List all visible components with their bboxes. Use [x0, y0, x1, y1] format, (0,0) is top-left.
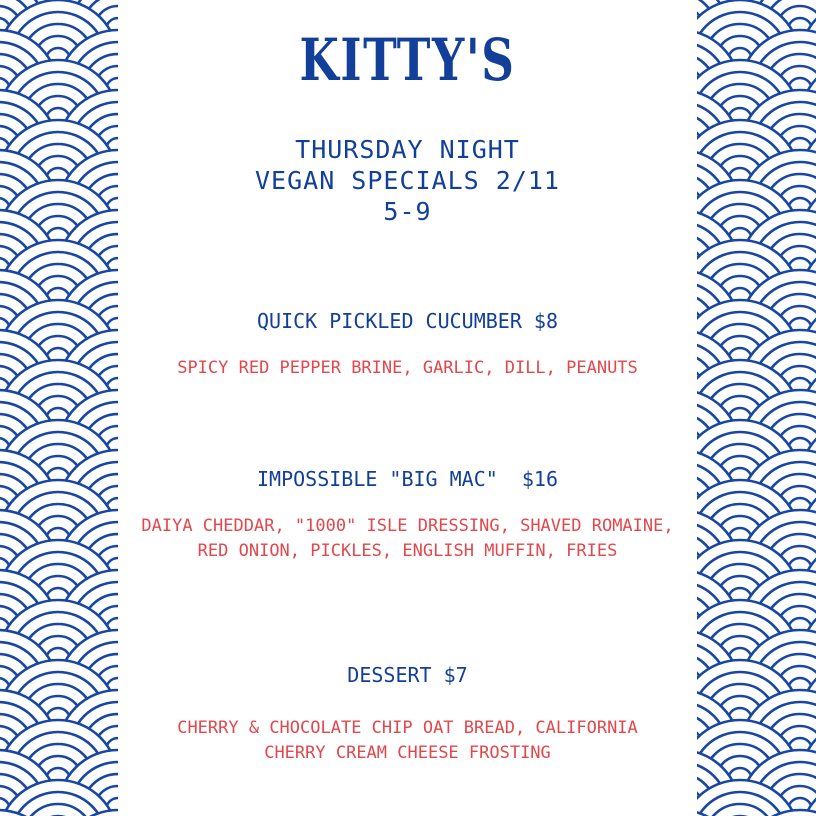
item-dessert-title: DESSERT $7: [347, 663, 468, 687]
description-line: CHERRY CREAM CHEESE FROSTING: [264, 743, 551, 763]
menu-panel: [118, 0, 697, 816]
description-line: DAIYA CHEDDAR, "1000" ISLE DRESSING, SHAVED ROMAINE,: [141, 516, 674, 536]
wave-pattern-left: [0, 0, 118, 816]
item-pickled-cucumber-title: QUICK PICKLED CUCUMBER $8: [256, 309, 559, 333]
wave-pattern-right-svg: [697, 0, 816, 816]
item-pickled-cucumber-description: [118, 356, 697, 381]
wave-pattern-right: [697, 0, 816, 816]
description-line: RED ONION, PICKLES, ENGLISH MUFFIN, FRIES: [197, 541, 618, 561]
restaurant-name: KITTY'S: [299, 26, 516, 94]
wave-pattern-left-svg: [0, 0, 118, 816]
specials-title: VEGAN SPECIALS 2/11: [255, 166, 560, 195]
item-dessert-description: [118, 716, 697, 766]
specials-header: [118, 134, 697, 227]
specials-day: THURSDAY NIGHT: [295, 135, 520, 164]
specials-hours: 5-9: [383, 197, 432, 226]
item-big-mac-title: IMPOSSIBLE "BIG MAC" $16: [256, 467, 559, 491]
item-big-mac-description: [118, 514, 697, 564]
description-line: CHERRY & CHOCOLATE CHIP OAT BREAD, CALIFORNIA: [177, 718, 638, 738]
description-line: SPICY RED PEPPER BRINE, GARLIC, DILL, PEANUTS: [177, 358, 638, 378]
